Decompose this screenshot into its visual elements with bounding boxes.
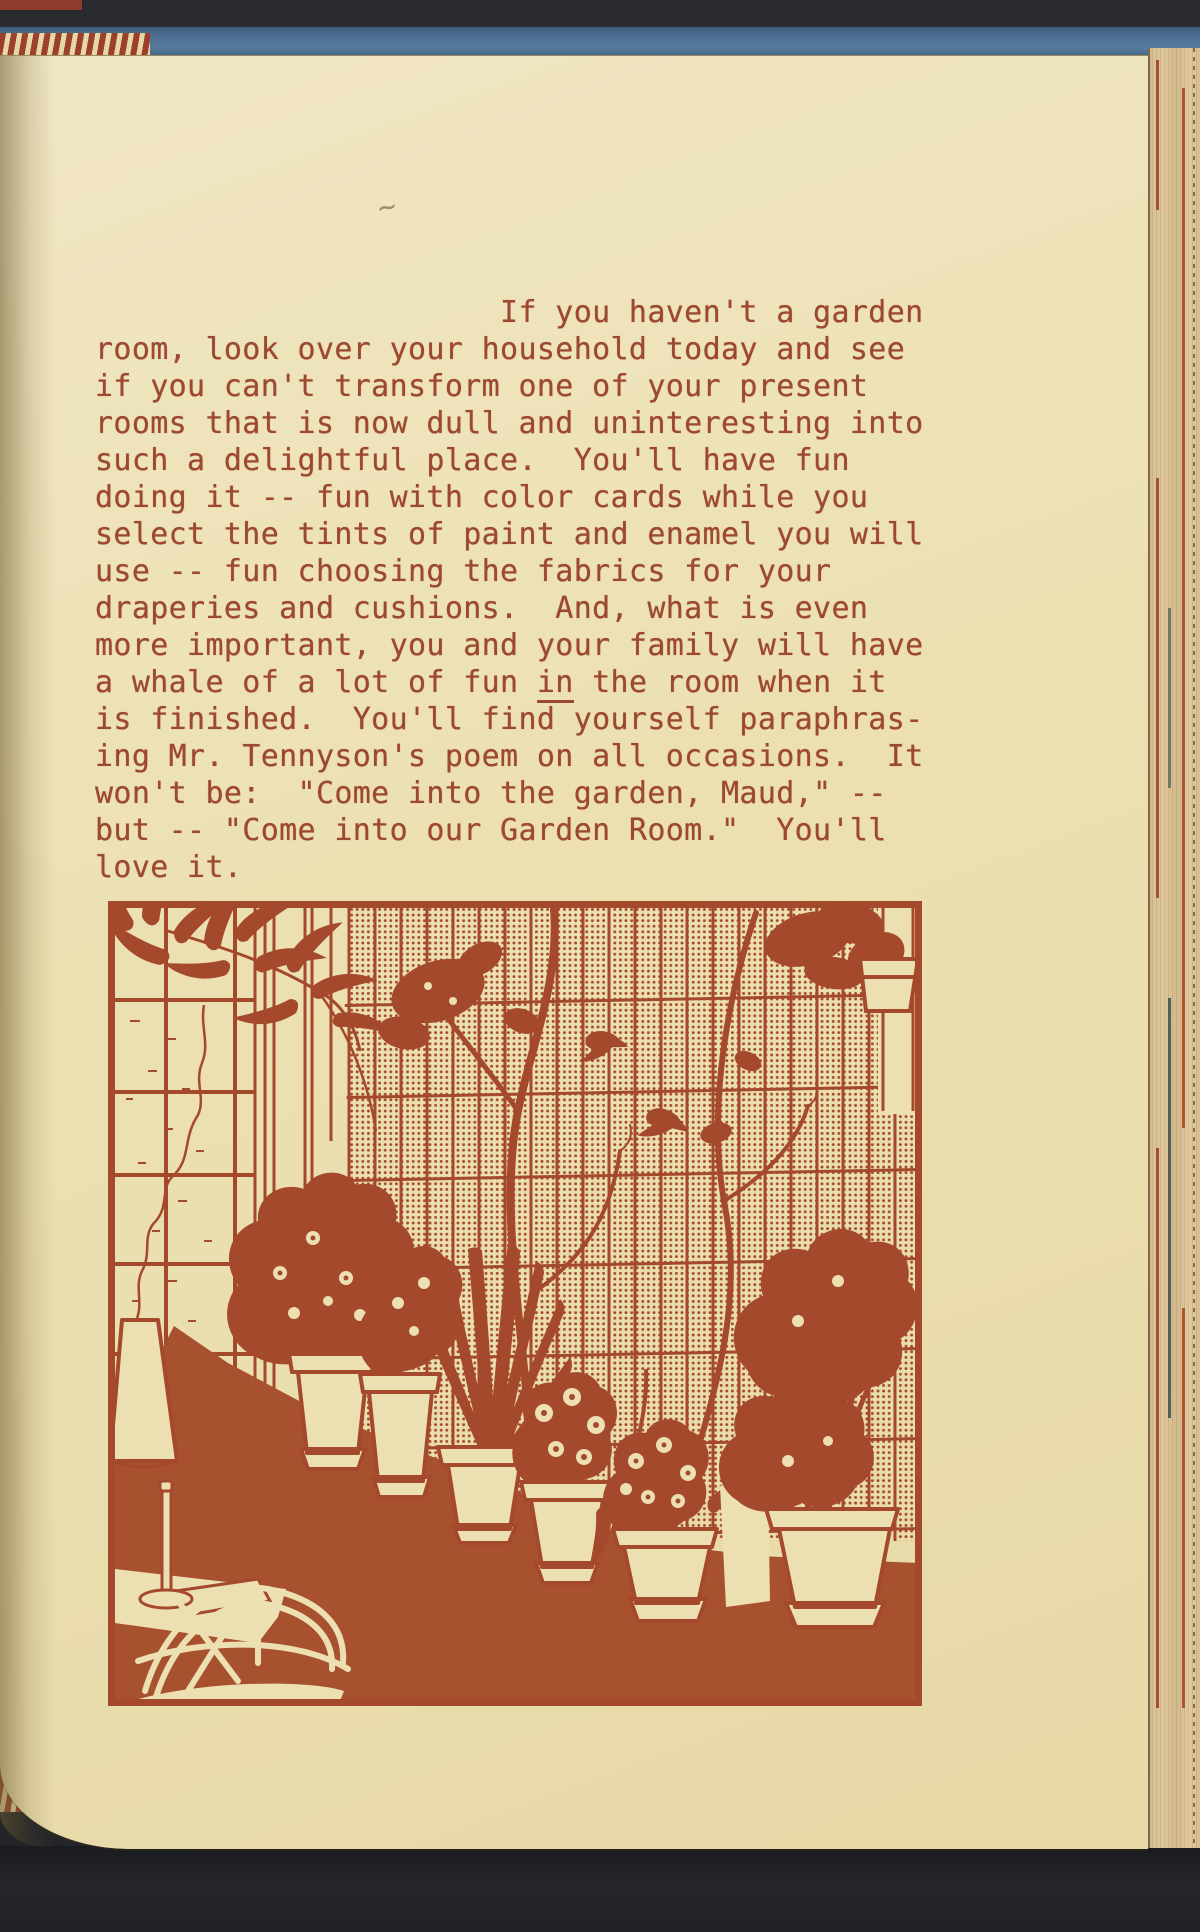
text-line: such a delightful place. You'll have fun	[95, 443, 850, 478]
book-page	[0, 55, 1148, 1849]
text-line: use -- fun choosing the fabrics for your	[95, 554, 832, 589]
text-line: love it.	[95, 850, 243, 885]
text-line: but -- "Come into our Garden Room." You'll	[95, 813, 887, 848]
text-line: room, look over your household today and see	[95, 332, 906, 367]
text-line: more important, you and your family will have	[95, 628, 924, 663]
text-line: select the tints of paint and enamel you will	[95, 517, 924, 552]
text-line: if you can't transform one of your present	[95, 369, 869, 404]
typewritten-text	[95, 294, 975, 886]
fore-edge-line	[1168, 998, 1171, 1418]
headband-top	[0, 33, 150, 57]
underlined-word: in	[537, 665, 574, 703]
fore-edge-pages	[1148, 48, 1200, 1848]
text-line: is finished. You'll find yourself paraphras-	[95, 702, 924, 737]
stray-pen-mark: ~	[374, 188, 400, 227]
fore-edge-line	[1156, 60, 1159, 210]
garden-room-illustration	[108, 901, 922, 1706]
book-spine-red-sliver	[0, 0, 82, 10]
text-line: rooms that is now dull and uninteresting into	[95, 406, 924, 441]
text-line: a whale of a lot of fun in the room when it	[95, 664, 975, 701]
text-line: draperies and cushions. And, what is even	[95, 591, 869, 626]
fore-edge-dotted-line	[1193, 48, 1195, 1848]
text-line: If you haven't a garden	[95, 295, 924, 330]
fore-edge-line	[1182, 88, 1185, 1128]
book-cover-bottom	[0, 1846, 1200, 1932]
fore-edge-line	[1182, 1308, 1185, 1708]
text-line: won't be: "Come into the garden, Maud," --	[95, 776, 887, 811]
book-cloth-band	[0, 27, 1200, 58]
fore-edge-line	[1168, 608, 1171, 788]
fore-edge-line	[1148, 48, 1150, 1848]
text-line: doing it -- fun with color cards while you	[95, 480, 869, 515]
fore-edge-line	[1156, 478, 1159, 898]
gutter-shadow	[0, 56, 55, 1849]
fore-edge-line	[1156, 1148, 1159, 1708]
text-line: ing Mr. Tennyson's poem on all occasions. It	[95, 739, 924, 774]
